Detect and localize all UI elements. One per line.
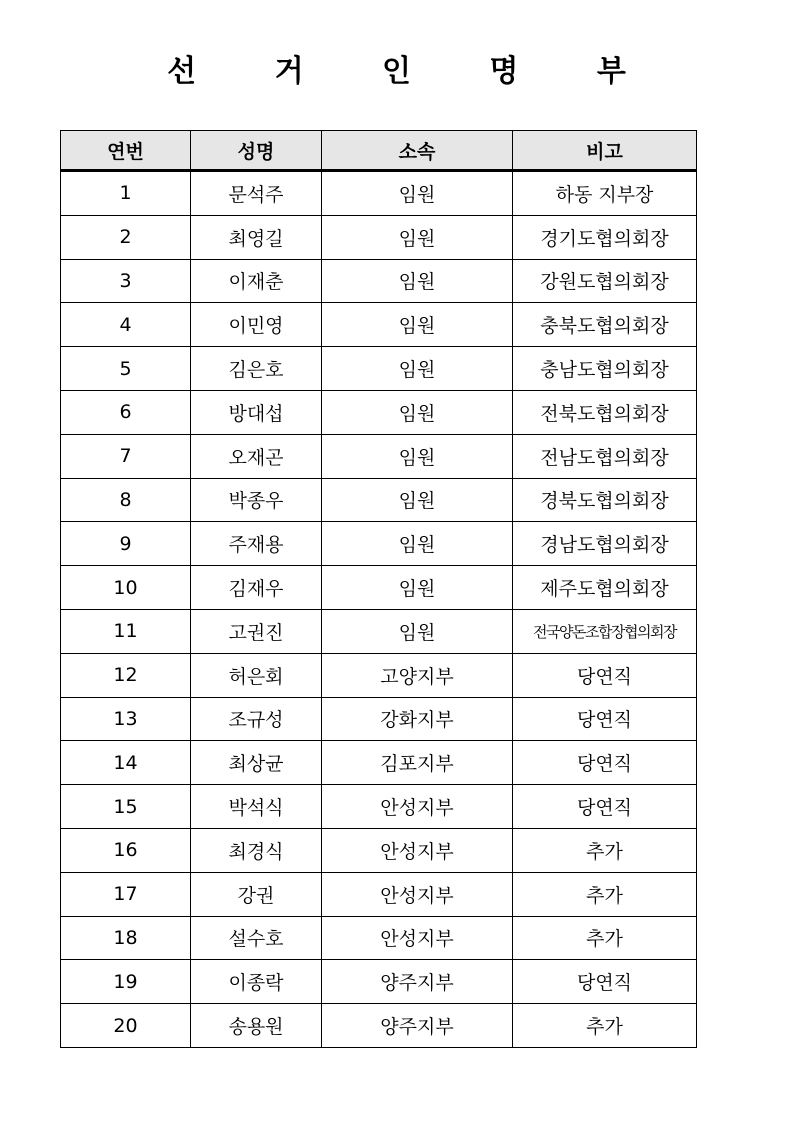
cell-affiliation: 안성지부 bbox=[322, 916, 513, 960]
table-row bbox=[61, 434, 697, 478]
cell-serial-number: 12 bbox=[61, 653, 191, 697]
table-row bbox=[61, 1004, 697, 1048]
cell-note: 당연직 bbox=[513, 785, 697, 829]
table-row bbox=[61, 171, 697, 216]
header-serial-number: 연번 bbox=[61, 131, 191, 171]
table-row bbox=[61, 697, 697, 741]
cell-name: 고권진 bbox=[191, 609, 322, 653]
header-row bbox=[61, 131, 697, 171]
cell-affiliation: 강화지부 bbox=[322, 697, 513, 741]
cell-affiliation: 고양지부 bbox=[322, 653, 513, 697]
cell-affiliation: 임원 bbox=[322, 347, 513, 391]
cell-note: 당연직 bbox=[513, 960, 697, 1004]
table-row bbox=[61, 303, 697, 347]
cell-name: 조규성 bbox=[191, 697, 322, 741]
cell-serial-number: 17 bbox=[61, 872, 191, 916]
cell-name: 박종우 bbox=[191, 478, 322, 522]
cell-affiliation: 임원 bbox=[322, 259, 513, 303]
table-row bbox=[61, 741, 697, 785]
cell-name: 최경식 bbox=[191, 828, 322, 872]
cell-serial-number: 9 bbox=[61, 522, 191, 566]
cell-note: 제주도협의회장 bbox=[513, 566, 697, 610]
cell-name: 이재춘 bbox=[191, 259, 322, 303]
cell-affiliation: 임원 bbox=[322, 390, 513, 434]
cell-affiliation: 임원 bbox=[322, 434, 513, 478]
cell-name: 최영길 bbox=[191, 215, 322, 259]
table-row bbox=[61, 872, 697, 916]
cell-serial-number: 5 bbox=[61, 347, 191, 391]
cell-name: 문석주 bbox=[191, 171, 322, 216]
cell-note: 당연직 bbox=[513, 653, 697, 697]
cell-note: 충남도협의회장 bbox=[513, 347, 697, 391]
cell-serial-number: 2 bbox=[61, 215, 191, 259]
cell-note: 추가 bbox=[513, 916, 697, 960]
cell-affiliation: 양주지부 bbox=[322, 960, 513, 1004]
cell-note: 경기도협의회장 bbox=[513, 215, 697, 259]
cell-affiliation: 임원 bbox=[322, 566, 513, 610]
cell-note: 경북도협의회장 bbox=[513, 478, 697, 522]
table-row bbox=[61, 347, 697, 391]
cell-affiliation: 김포지부 bbox=[322, 741, 513, 785]
cell-note: 전남도협의회장 bbox=[513, 434, 697, 478]
cell-affiliation: 안성지부 bbox=[322, 828, 513, 872]
cell-note: 전북도협의회장 bbox=[513, 390, 697, 434]
cell-affiliation: 임원 bbox=[322, 522, 513, 566]
cell-name: 오재곤 bbox=[191, 434, 322, 478]
cell-note: 당연직 bbox=[513, 741, 697, 785]
cell-affiliation: 양주지부 bbox=[322, 1004, 513, 1048]
cell-affiliation: 임원 bbox=[322, 171, 513, 216]
cell-note: 하동 지부장 bbox=[513, 171, 697, 216]
cell-serial-number: 1 bbox=[61, 171, 191, 216]
cell-name: 이민영 bbox=[191, 303, 322, 347]
cell-serial-number: 4 bbox=[61, 303, 191, 347]
table-row bbox=[61, 609, 697, 653]
cell-name: 강권 bbox=[191, 872, 322, 916]
cell-serial-number: 3 bbox=[61, 259, 191, 303]
cell-affiliation: 임원 bbox=[322, 478, 513, 522]
cell-affiliation: 임원 bbox=[322, 609, 513, 653]
cell-name: 설수호 bbox=[191, 916, 322, 960]
table-body bbox=[61, 171, 697, 1048]
table-row bbox=[61, 653, 697, 697]
table-row bbox=[61, 522, 697, 566]
cell-name: 박석식 bbox=[191, 785, 322, 829]
table-row bbox=[61, 828, 697, 872]
cell-name: 최상균 bbox=[191, 741, 322, 785]
cell-serial-number: 11 bbox=[61, 609, 191, 653]
cell-name: 이종락 bbox=[191, 960, 322, 1004]
cell-name: 방대섭 bbox=[191, 390, 322, 434]
cell-affiliation: 임원 bbox=[322, 303, 513, 347]
table-row bbox=[61, 259, 697, 303]
cell-note: 추가 bbox=[513, 1004, 697, 1048]
document-title: 선 거 인 명 부 bbox=[167, 54, 660, 89]
cell-name: 주재용 bbox=[191, 522, 322, 566]
cell-note: 충북도협의회장 bbox=[513, 303, 697, 347]
table-row bbox=[61, 390, 697, 434]
cell-note: 경남도협의회장 bbox=[513, 522, 697, 566]
table-row bbox=[61, 566, 697, 610]
cell-note: 강원도협의회장 bbox=[513, 259, 697, 303]
header-affiliation: 소속 bbox=[322, 131, 513, 171]
cell-affiliation: 안성지부 bbox=[322, 785, 513, 829]
cell-serial-number: 6 bbox=[61, 390, 191, 434]
table-header bbox=[61, 131, 697, 171]
cell-name: 김은호 bbox=[191, 347, 322, 391]
cell-serial-number: 7 bbox=[61, 434, 191, 478]
cell-affiliation: 안성지부 bbox=[322, 872, 513, 916]
cell-serial-number: 16 bbox=[61, 828, 191, 872]
cell-serial-number: 13 bbox=[61, 697, 191, 741]
cell-note: 추가 bbox=[513, 872, 697, 916]
cell-affiliation: 임원 bbox=[322, 215, 513, 259]
table-row bbox=[61, 785, 697, 829]
cell-name: 송용원 bbox=[191, 1004, 322, 1048]
cell-note: 추가 bbox=[513, 828, 697, 872]
cell-name: 허은회 bbox=[191, 653, 322, 697]
cell-serial-number: 14 bbox=[61, 741, 191, 785]
table-row bbox=[61, 478, 697, 522]
table-row bbox=[61, 916, 697, 960]
header-name: 성명 bbox=[191, 131, 322, 171]
cell-serial-number: 19 bbox=[61, 960, 191, 1004]
cell-serial-number: 10 bbox=[61, 566, 191, 610]
cell-serial-number: 15 bbox=[61, 785, 191, 829]
header-note: 비고 bbox=[513, 131, 697, 171]
cell-note: 전국양돈조합장협의회장 bbox=[513, 609, 697, 653]
cell-name: 김재우 bbox=[191, 566, 322, 610]
table-row bbox=[61, 960, 697, 1004]
cell-serial-number: 20 bbox=[61, 1004, 191, 1048]
voter-roster-table bbox=[60, 130, 697, 1048]
cell-serial-number: 18 bbox=[61, 916, 191, 960]
cell-serial-number: 8 bbox=[61, 478, 191, 522]
table-row bbox=[61, 215, 697, 259]
cell-note: 당연직 bbox=[513, 697, 697, 741]
